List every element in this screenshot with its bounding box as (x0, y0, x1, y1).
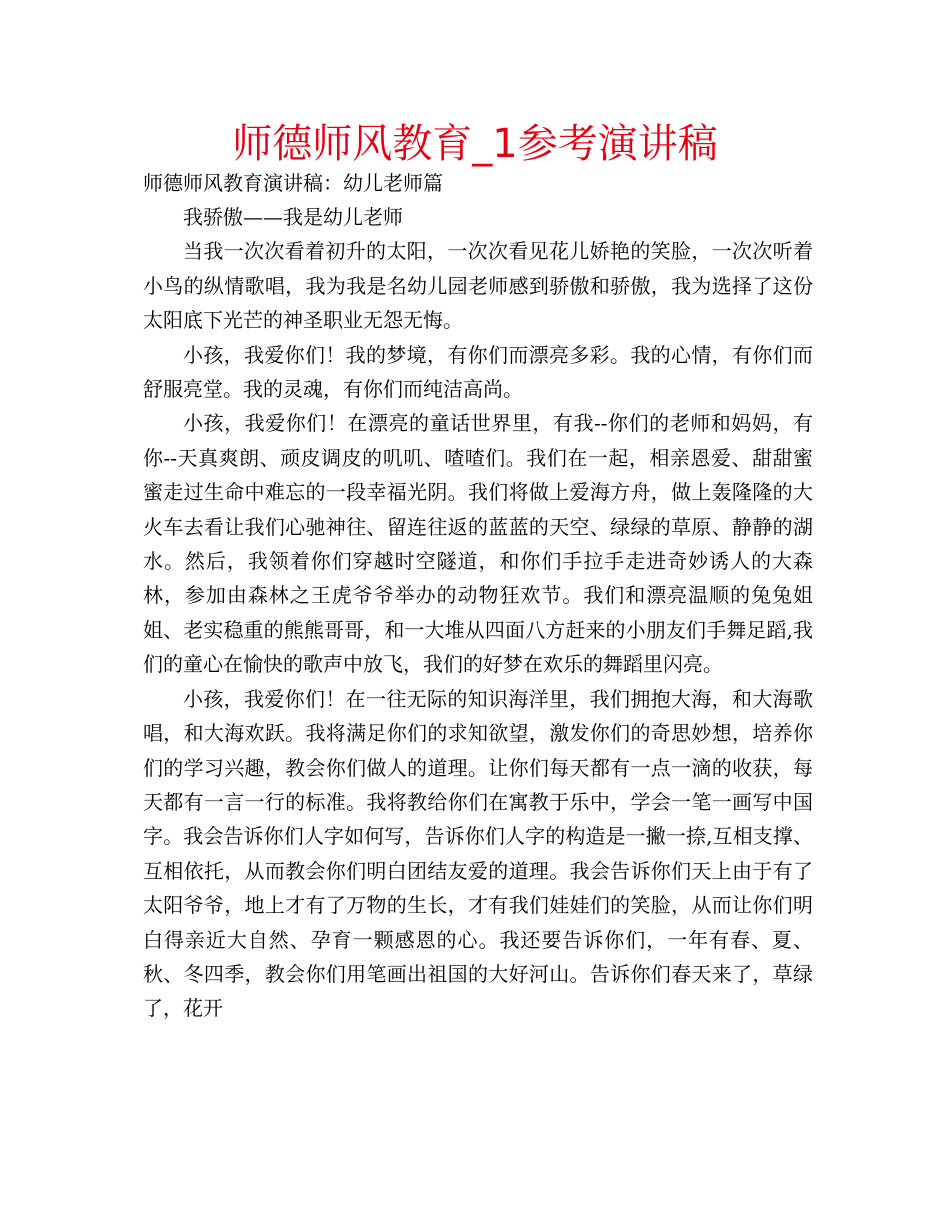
paragraph: 小孩，我爱你们！在一往无际的知识海洋里，我们拥抱大海，和大海歌唱，和大海欢跃。我将满足你们的求知欲望，激发你们的奇思妙想，培养你们的学习兴趣，教会你们做人的道理。让你们每天都有一点一滴的收获，每天都有一言一行的标准。我将教给你们在寓教于乐中，学会一笔一画写中国字。我会告诉你们人字如何写，告诉你们人字的构造是一撇一捺,互相支撑、互相依托，从而教会你们明白团结友爱的道理。我会告诉你们天上由于有了太阳爷爷，地上才有了万物的生长，才有我们娃娃们的笑脸，从而让你们明白得亲近大自然、孕育一颗感恩的心。我还要告诉你们，一年有春、夏、秋、冬四季，教会你们用笔画出祖国的大好河山。告诉你们春天来了，草绿了，花开 (143, 686, 813, 1021)
document-body (143, 200, 813, 1026)
document-subtitle: 师德师风教育演讲稿：幼儿老师篇 (143, 171, 443, 195)
paragraph: 小孩，我爱你们！我的梦境，有你们而漂亮多彩。我的心情，有你们而舒服亮堂。我的灵魂，有你们而纯洁高尚。 (143, 342, 813, 402)
document-title: 师德师风教育_1参考演讲稿 (232, 121, 718, 167)
paragraph-heading: 我骄傲——我是幼儿老师 (183, 205, 403, 229)
paragraph: 当我一次次看着初升的太阳，一次次看见花儿娇艳的笑脸，一次次听着小鸟的纵情歌唱，我为我是名幼儿园老师感到骄傲和骄傲，我为选择了这份太阳底下光芒的神圣职业无怨无悔。 (143, 239, 813, 333)
paragraph: 小孩，我爱你们！在漂亮的童话世界里，有我--你们的老师和妈妈，有你--天真爽朗、顽皮调皮的叽叽、喳喳们。我们在一起，相亲恩爱、甜甜蜜蜜走过生命中难忘的一段幸福光阴。我们将做上爱海方舟，做上轰隆隆的大火车去看让我们心驰神往、留连往返的蓝蓝的天空、绿绿的草原、静静的湖水。然后，我领着你们穿越时空隧道，和你们手拉手走进奇妙诱人的大森林，参加由森林之王虎爷爷举办的动物狂欢节。我们和漂亮温顺的兔兔姐姐、老实稳重的熊熊哥哥，和一大堆从四面八方赶来的小朋友们手舞足蹈,我们的童心在愉快的歌声中放飞，我们的好梦在欢乐的舞蹈里闪亮。 (143, 411, 813, 677)
